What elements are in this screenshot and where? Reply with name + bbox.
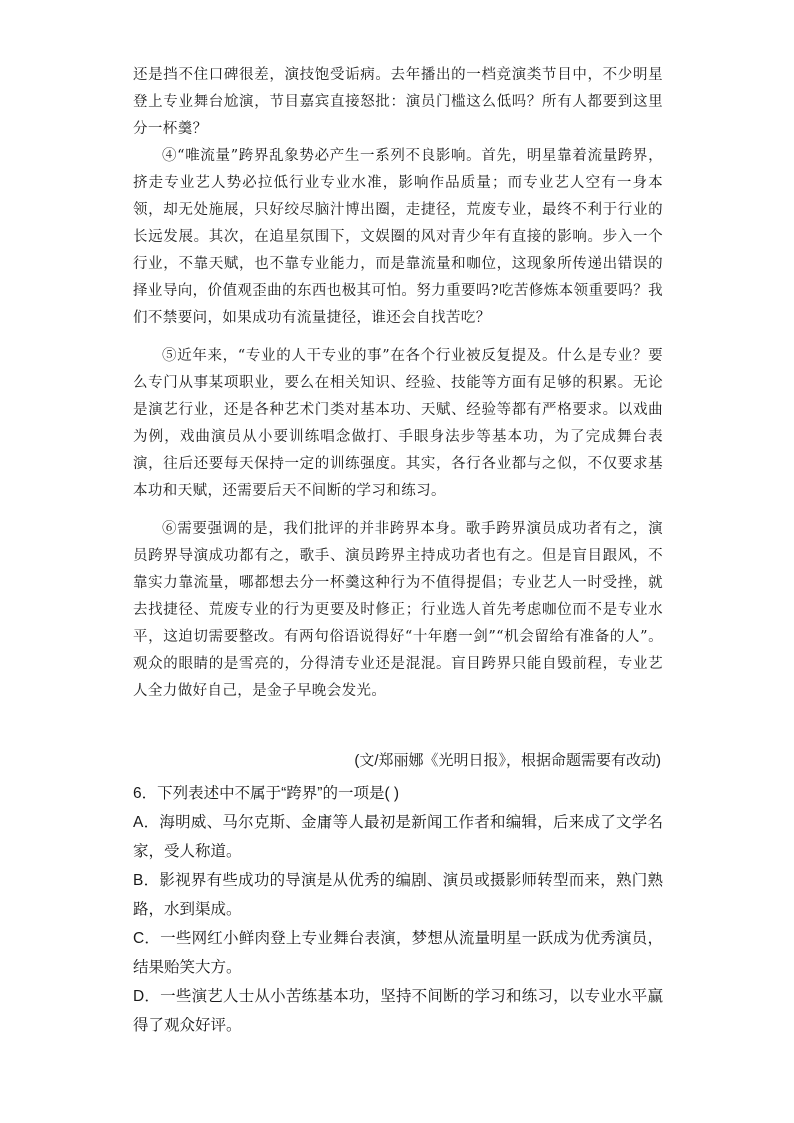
passage-source-citation: (文/郑丽娜《光明日报》，根据命题需要有改动)	[354, 752, 661, 769]
reading-passage	[133, 62, 663, 705]
option-b: B．影视界有些成功的导演是从优秀的编剧、演员或摄影师转型而来，熟门熟路，水到渠成。	[133, 872, 663, 918]
passage-paragraph-4: ④“唯流量”跨界乱象势必产生一系列不良影响。首先，明星靠着流量跨界，挤走专业艺人势必拉低行业专业水准，影响作品质量；而专业艺人空有一身本领，却无处施展，只好绞尽脑汁博出圈，走捷径，荒废专业，最终不利于行业的长远发展。其次，在追星氛围下，文娱圈的风对青少年有直接的影响。步入一个行业，不靠天赋，也不靠专业能力，而是靠流量和咖位，这现象所传递出错误的择业导向，价值观歪曲的东西也极其可怕。努力重要吗?吃苦修炼本领重要吗？我们不禁要问，如果成功有流量捷径，谁还会自找苦吃？	[133, 148, 663, 326]
passage-paragraph-continuation: 还是挡不住口碑很差，演技饱受诟病。去年播出的一档竞演类节目中，不少明星登上专业舞台尬演，节目嘉宾直接怒批：演员门槛这么低吗？所有人都要到这里分一杯羹？	[133, 67, 663, 137]
passage-paragraph-6: ⑥需要强调的是，我们批评的并非跨界本身。歌手跨界演员成功者有之，演员跨界导演成功都有之，歌手、演员跨界主持成功者也有之。但是盲目跟风，不靠实力靠流量，哪都想去分一杯羹这种行为不值得提倡；专业艺人一时受挫，就去找捷径、荒废专业的行为更要及时修正；行业选人首先考虑咖位而不是专业水平，这迫切需要整改。有两句俗语说得好“十年磨一剑”“机会留给有准备的人”。观众的眼睛的是雪亮的，分得清专业还是混混。盲目跨界只能自毁前程，专业艺人全力做好自己，是金子早晚会发光。	[133, 521, 663, 699]
option-c: C．一些网红小鲜肉登上专业舞台表演，梦想从流量明星一跃成为优秀演员，结果贻笑大方。	[133, 930, 663, 976]
passage-paragraph-5: ⑤近年来，“专业的人干专业的事”在各个行业被反复提及。什么是专业？要么专门从事某项职业，要么在相关知识、经验、技能等方面有足够的积累。无论是演艺行业，还是各种艺术门类对基本功、天赋、经验等都有严格要求。以戏曲为例，戏曲演员从小要训练唱念做打、手眼身法步等基本功，为了完成舞台表演，往后还要每天保持一定的训练强度。其实，各行各业都与之似，不仅要求基本功和天赋，还需要后天不间断的学习和练习。	[133, 348, 663, 499]
question-6	[133, 779, 663, 1040]
option-a: A．海明威、马尔克斯、金庸等人最初是新闻工作者和编辑，后来成了文学名家，受人称道。	[133, 814, 663, 860]
option-d: D．一些演艺人士从小苦练基本功，坚持不间断的学习和练习，以专业水平赢得了观众好评。	[133, 988, 663, 1034]
question-stem: 6．下列表述中不属于“跨界”的一项是( )	[133, 785, 400, 802]
